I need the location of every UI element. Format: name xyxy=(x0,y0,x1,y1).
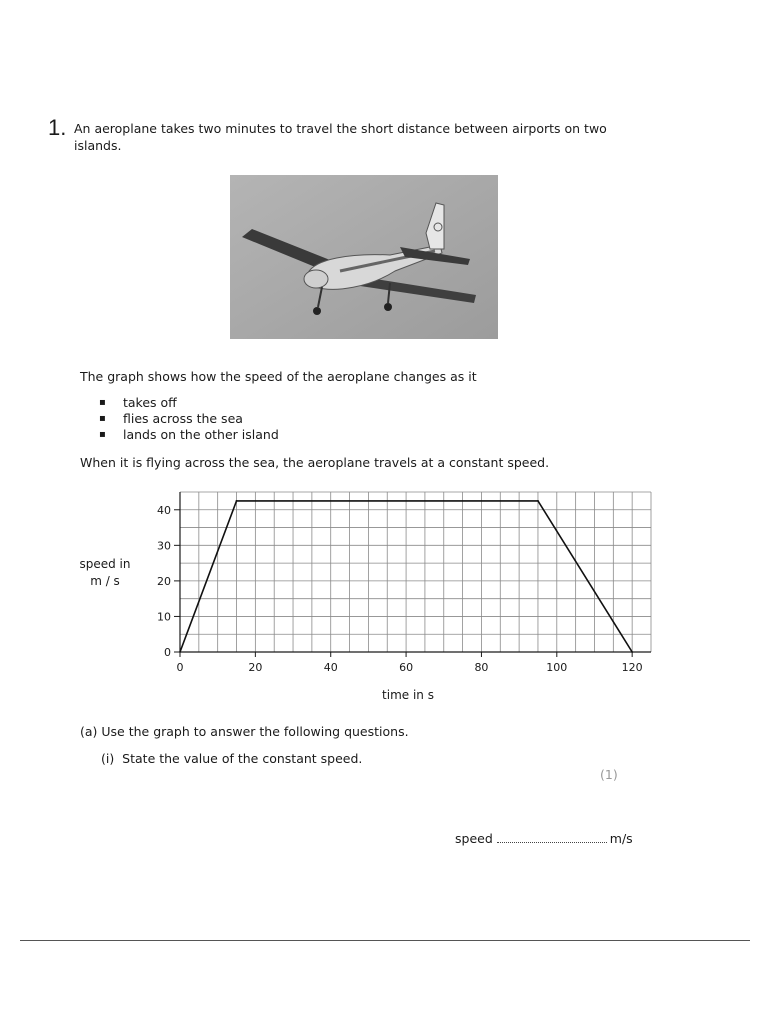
y-axis-label-line1: speed in xyxy=(79,557,131,571)
y-tick-label: 20 xyxy=(157,574,171,588)
chart-axes xyxy=(180,492,651,652)
x-tick-label: 100 xyxy=(546,661,568,674)
part-a-i-question: (i) State the value of the constant speed. xyxy=(101,751,363,766)
aeroplane-photo xyxy=(230,175,498,339)
y-tick-label: 30 xyxy=(157,539,171,553)
data-point xyxy=(537,500,539,502)
data-point xyxy=(179,651,181,653)
list-item: ▪ lands on the other island xyxy=(96,427,279,443)
data-point xyxy=(236,500,238,502)
part-a-heading: (a) Use the graph to answer the following questions. xyxy=(80,724,409,739)
question-intro: An aeroplane takes two minutes to travel the short distance between airports on two islands. xyxy=(74,121,607,153)
answer-dotted-field[interactable] xyxy=(497,842,607,843)
question-number: 1. xyxy=(48,115,67,140)
phase-list xyxy=(96,395,279,443)
x-tick-label: 80 xyxy=(474,661,489,674)
answer-unit: m/s xyxy=(609,831,633,846)
x-tick-label: 60 xyxy=(399,661,414,674)
y-tick-label: 10 xyxy=(157,610,171,624)
chart-ticks xyxy=(157,504,643,674)
graph-intro-text: The graph shows how the speed of the aeroplane changes as it xyxy=(80,369,477,384)
y-tick-label: 0 xyxy=(164,646,171,659)
speed-time-graph xyxy=(0,480,768,710)
x-tick-label: 20 xyxy=(248,661,263,674)
list-item: ▪ takes off xyxy=(96,395,279,411)
x-tick-label: 120 xyxy=(621,661,643,674)
x-tick-label: 0 xyxy=(176,661,184,674)
marks-indicator: (1) xyxy=(600,767,618,782)
y-axis-label-line2: m / s xyxy=(90,574,120,588)
list-item: ▪ flies across the sea xyxy=(96,411,279,427)
answer-line xyxy=(455,831,633,846)
constant-speed-note: When it is flying across the sea, the aeroplane travels at a constant speed. xyxy=(80,455,550,470)
aeroplane-illustration xyxy=(230,175,498,339)
y-tick-label: 40 xyxy=(157,503,171,517)
chart-grid xyxy=(180,492,651,652)
x-tick-label: 40 xyxy=(323,661,338,674)
page-divider xyxy=(20,940,750,941)
data-point xyxy=(631,651,633,653)
answer-label: speed xyxy=(455,831,493,846)
x-axis-label: time in s xyxy=(382,688,434,702)
